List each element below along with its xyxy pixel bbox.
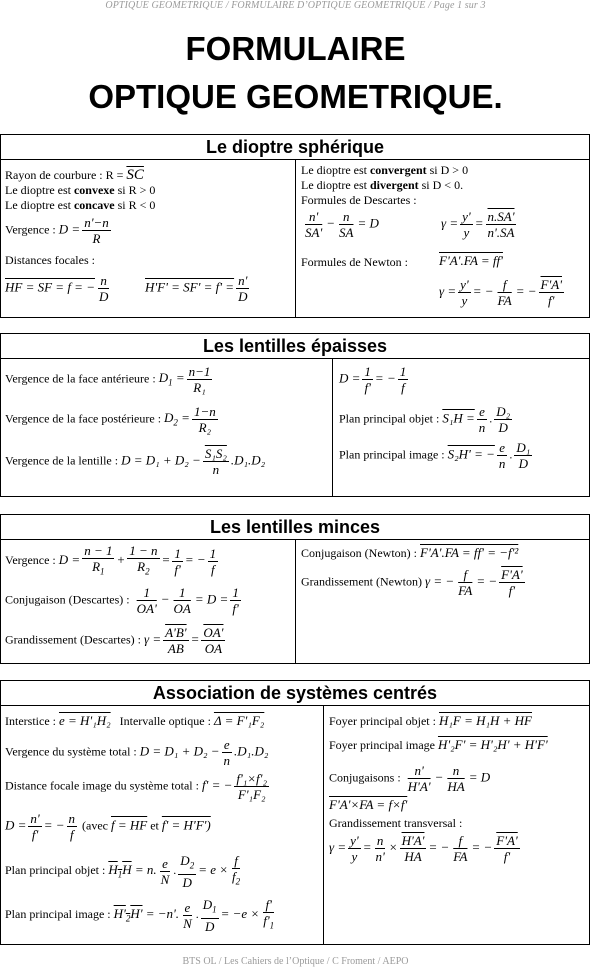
d-formula: D = $\frac{1}{f'}$ = − $\frac{1}{f}$ xyxy=(339,364,407,395)
plan-principal-image: Plan principal image : $H'_2H' = -n'$. $\frac{e}{N}$ . $\frac{D_1}{D}$ = −e × $\frac{f'}{f'_1}$ xyxy=(5,897,275,934)
grandissement-label: Grandissement transversal : xyxy=(329,816,463,830)
page-title-line1: FORMULAIRE xyxy=(185,30,406,67)
section-lentilles-minces xyxy=(0,514,590,664)
descartes-formula: $\frac{n'}{SA'}$ − $\frac{n}{SA}$ = D xyxy=(305,209,379,240)
conjugaison-newton: Conjugaison (Newton) : F'A'.FA = ff' = −f'² xyxy=(301,545,519,560)
convergent-line: Le dioptre est convergent si D > 0 xyxy=(301,163,469,177)
page-title-line2: OPTIQUE GEOMETRIQUE. xyxy=(88,78,503,115)
section-title: Le dioptre sphérique xyxy=(1,135,589,160)
divergent-line: Le dioptre est divergent si D < 0. xyxy=(301,178,464,192)
conjugaison-newton: F'A'×FA = f×f' xyxy=(329,797,408,812)
column-divider xyxy=(332,358,333,496)
hf-formula: HF = SF = f = − $\frac{n}{D}$ xyxy=(5,273,109,304)
vergence-systeme: Vergence du système total : D = D₁ + D₂ − $\frac{e}{n}$ .D₁.D₂ xyxy=(5,737,269,768)
section-title: Les lentilles minces xyxy=(1,515,589,540)
hpf-formula: H'F' = SF' = f' = $\frac{n'}{D}$ xyxy=(145,273,248,304)
d-formula: D = $\frac{n'}{f'}$ = − $\frac{n}{f}$ (avec f = HF et f' = H'F') xyxy=(5,811,211,842)
column-divider xyxy=(295,159,296,317)
vergence-formula: Vergence : D = $\frac{n - 1}{R_1}$ + $\frac{1 - n}{R_2}$ = $\frac{1}{f'}$ = − $\frac{1}{f}$ xyxy=(5,543,217,577)
distance-focale-image: Distance focale image du système total : f' = − $\frac{\text{f'₁×f'₂}}{\text{F'₁F₂}}$ xyxy=(5,771,267,802)
plan-principal-image: Plan principal image : S₂H' = − $\frac{e}{n}$ . $\frac{\text{D₁}}{D}$ xyxy=(339,440,531,471)
page-footer: BTS OL / Les Cahiers de l’Optique / C Froment / AEPO xyxy=(182,956,409,967)
column-divider xyxy=(295,539,296,663)
concave-line: Le dioptre est concave si R < 0 xyxy=(5,198,156,212)
section-title: Les lentilles épaisses xyxy=(1,334,589,359)
vergence-anterieure: Vergence de la face antérieure : $D_1$ = $\frac{n-1}{\text{R₁}}$ xyxy=(5,364,211,395)
grandissement-formula: γ = $\frac{y'}{y}$ = $\frac{n}{n'}$ × $\frac{H'A'}{HA}$ = − $\frac{f}{FA}$ = − $\frac{F'A'}{f'}$ xyxy=(329,833,518,864)
section-association xyxy=(0,680,590,945)
grandissement-newton: Grandissement (Newton) γ = − $\frac{f}{FA}$ = − $\frac{F'A'}{f'}$ xyxy=(301,567,523,598)
gamma-descartes: γ = $\frac{y'}{y}$ = $\frac{n.SA'}{n'.SA}$ xyxy=(441,209,515,240)
conjugaison-descartes: Conjugaison (Descartes) : $\frac{1}{OA'}$ − $\frac{1}{OA}$ = D = $\frac{1}{f'}$ xyxy=(5,585,239,616)
page-header: OPTIQUE GEOMETRIQUE / FORMULAIRE D’OPTIQUE GEOMETRIQUE / Page 1 sur 3 xyxy=(105,0,486,11)
conjugaisons: Conjugaisons : $\frac{n'}{H'A'}$ − $\frac{n}{HA}$ = D xyxy=(329,763,491,794)
vergence-lentille: Vergence de la lentille : D = D₁ + D₂ − $\frac{\text{S₁S₂}}{n}$ .D₁.D₂ xyxy=(5,446,266,477)
vergence-posterieure: Vergence de la face postérieure : $D_2$ = $\frac{1-n}{\text{R₂}}$ xyxy=(5,404,216,435)
plan-principal-objet: Plan principal objet : S₁H = $\frac{e}{n}$ . $\frac{\text{D₂}}{D}$ xyxy=(339,404,511,435)
section-lentilles-epaisses xyxy=(0,333,590,497)
newton-formula: F'A'.FA = ff' xyxy=(439,253,503,268)
gamma-newton: γ = $\frac{y'}{y}$ = − $\frac{f}{FA}$ = − $\frac{F'A'}{f'}$ xyxy=(439,277,562,308)
newton-label: Formules de Newton : xyxy=(301,255,408,269)
section-title: Association de systèmes centrés xyxy=(1,681,589,706)
column-divider xyxy=(323,705,324,944)
rayon-line: Rayon de courbure : $R = \overline{SC}$ xyxy=(5,167,144,183)
convexe-line: Le dioptre est convexe si R > 0 xyxy=(5,183,156,197)
foyer-image: Foyer principal image H'₂F' = H'₂H' + H'F' xyxy=(329,737,548,752)
descartes-label: Formules de Descartes : xyxy=(301,193,417,207)
plan-principal-objet: Plan principal objet : $H_1H = n$. $\frac{e}{N}$ . $\frac{D_2}{D}$ = e × $\frac{f}{f_2}$ xyxy=(5,853,241,890)
interstice-line: Interstice : e = H'₁H₂ Intervalle optique : Δ = F'₁F₂ xyxy=(5,713,265,728)
grandissement-descartes: Grandissement (Descartes) : γ = $\frac{A'B'}{AB}$ = $\frac{OA'}{OA}$ xyxy=(5,625,224,656)
distances-label: Distances focales : xyxy=(5,253,95,267)
vergence-formula: Vergence : D = $\frac{n'-n}{R}$ xyxy=(5,215,109,246)
foyer-objet: Foyer principal objet : H₁F = H₁H + HF xyxy=(329,713,533,728)
section-dioptre xyxy=(0,134,590,318)
